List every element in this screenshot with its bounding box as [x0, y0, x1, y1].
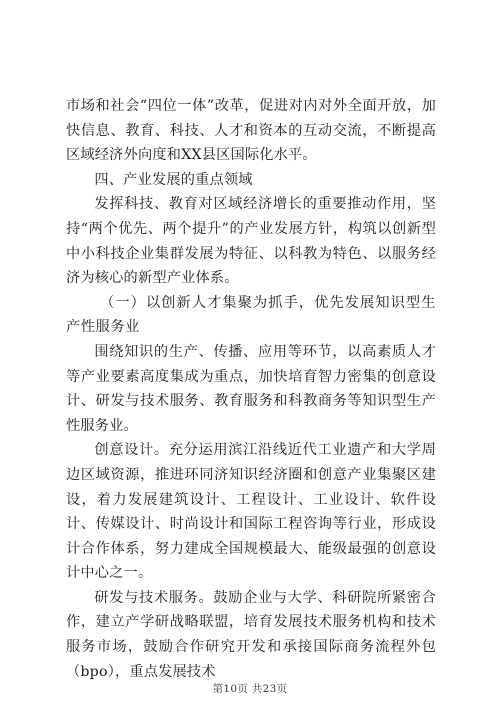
paragraph-knowledge-services: 围绕知识的生产、传播、应用等环节，以高素质人才等产业要素高度集成为重点，加快培育智力密集的创意设计、研发与技术服务、教育服务和科教商务等知识型生产性服务业。 [66, 343, 436, 434]
document-body [66, 94, 436, 684]
paragraph-rnd-services: 研发与技术服务。鼓励企业与大学、科研院所紧密合作，建立产学研战略联盟，培育发展技术服务机构和技术服务市场，鼓励合作研究开发和承接国际商务流程外包（bpo），重点发展技术 [66, 589, 436, 680]
page-number-footer: 第10页 共23页 [212, 683, 288, 695]
section-heading: 四、产业发展的重点领域 [94, 171, 253, 188]
subsection-heading: （一）以创新人才集聚为抓手，优先发展知识型生产性服务业 [66, 294, 436, 336]
paragraph-strategy: 发挥科技、教育对区域经济增长的重要推动作用，坚持“两个优先、两个提升”的产业发展方针，构筑以创新型中小科技企业集群发展为特征、以科教为特色、以服务经济为核心的新型产业体系。 [66, 196, 436, 287]
paragraph-creative-design: 创意设计。充分运用滨江沿线近代工业遗产和大学周边区域资源，推进环同济知识经济圈和创意产业集聚区建设，着力发展建筑设计、工程设计、工业设计、软件设计、传媒设计、时尚设计和国际工程咨询等行业，形成设计合作体系，努力建成全国规模最大、能级最强的创意设计中心之一。 [66, 442, 436, 582]
paragraph-opening: 市场和社会“四位一体”改革，促进对内对外全面开放，加快信息、教育、科技、人才和资本的互动交流，不断提高区域经济外向度和XX县区国际化水平。 [66, 98, 436, 164]
